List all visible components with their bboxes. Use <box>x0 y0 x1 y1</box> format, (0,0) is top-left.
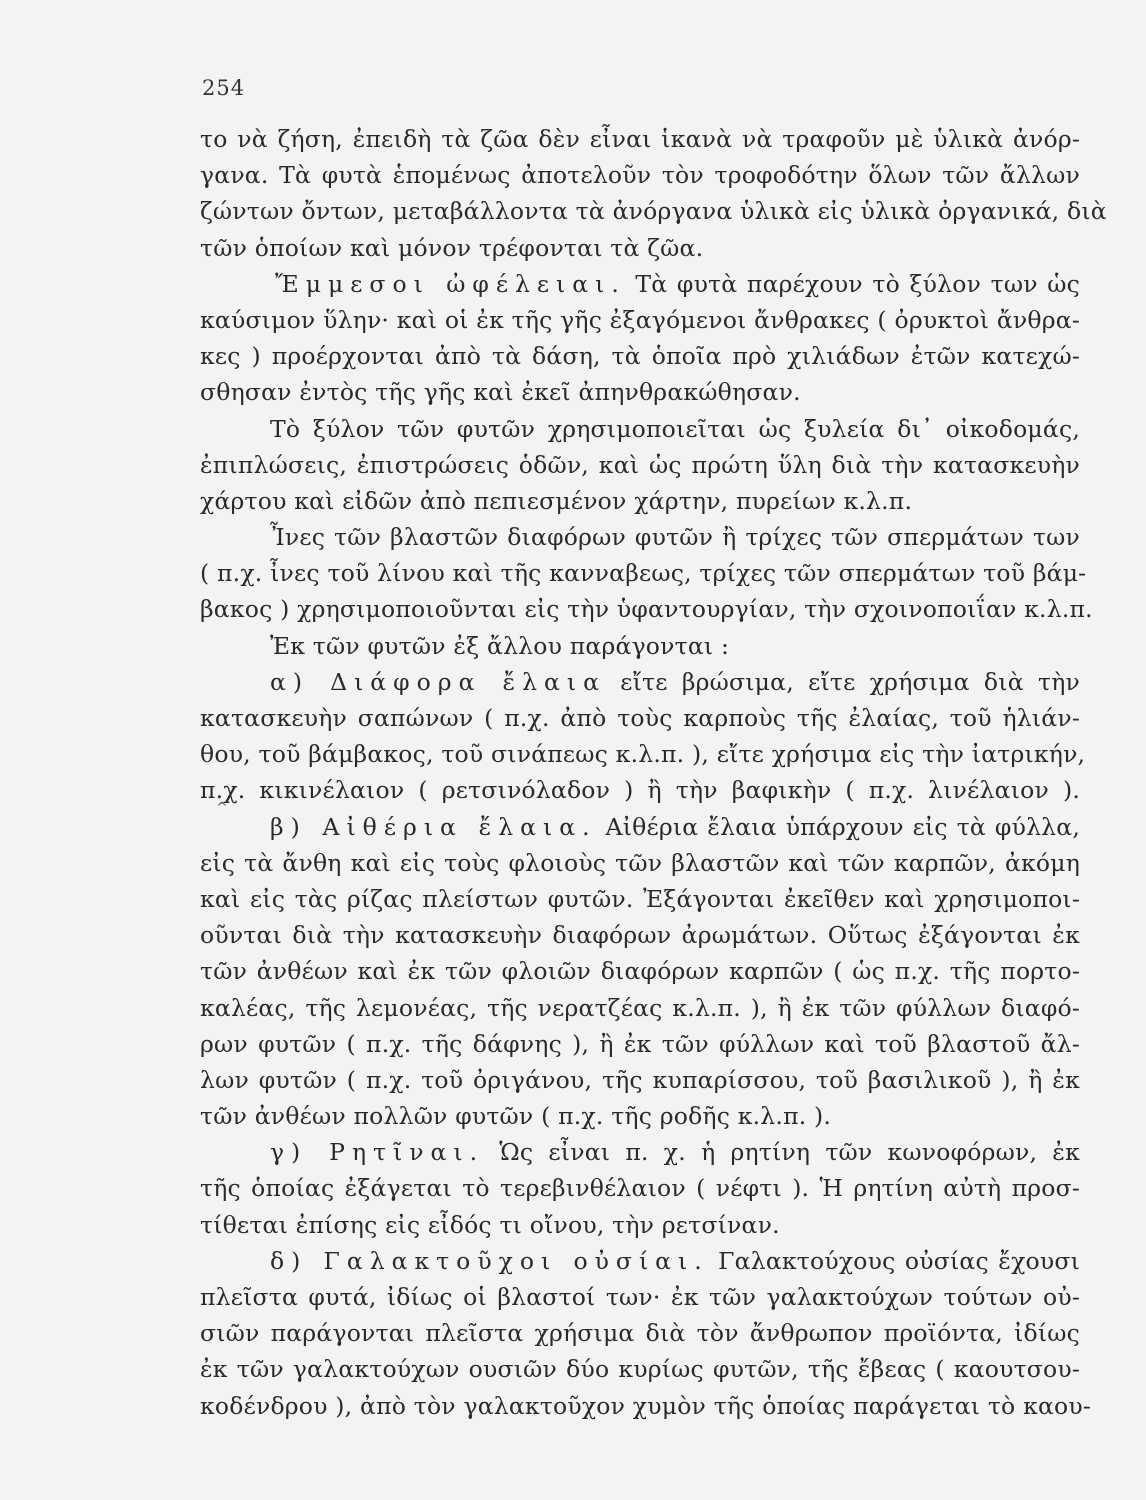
text-line <box>200 193 1107 229</box>
line-text: Γαλακτούχους οὐσίας ἔχουσι <box>708 1246 1081 1275</box>
line-text: καλέας, τῆς λεμονέας, τῆς νερατζέας κ.λ.π. ), ἢ ἐκ τῶν φύλλων διαφό- <box>200 993 1080 1022</box>
text-line <box>200 953 1080 989</box>
margin-mark: ^ <box>216 800 228 816</box>
text-line <box>200 230 1080 266</box>
text-line <box>200 266 1080 302</box>
text-line <box>200 881 1080 917</box>
line-text: καὶ εἰς τὰς ρίζας πλείστων φυτῶν. Ἐξάγονται ἐκεῖθεν καὶ χρησιμοποι- <box>200 884 1080 913</box>
text-line <box>200 1315 1080 1351</box>
text-line <box>200 157 1080 193</box>
text-line <box>200 990 1080 1026</box>
line-text: τῶν ἀνθέων πολλῶν φυτῶν ( π.χ. τῆς ροδῆς κ.λ.π. ). <box>200 1102 832 1131</box>
line-text: ἐπιπλώσεις, ἐπιστρώσεις ὁδῶν, καὶ ὡς πρώτη ὕλη διὰ τὴν κατασκευὴν <box>200 450 1080 479</box>
line-text: ἐκ τῶν γαλακτούχων ουσιῶν δύο κυρίως φυτῶν, τῆς ἔβεας ( καουτσου- <box>200 1355 1080 1384</box>
line-text: τῶν ὁποίων καὶ μόνον τρέφονται τὰ ζῶα. <box>200 233 704 262</box>
line-text: ζώντων ὄντων, μεταβάλλοντα τὰ ἀνόργανα ὑλικὰ εἰς ὑλικὰ ὀργανικά, διὰ <box>200 197 1107 226</box>
text-line <box>200 591 1093 627</box>
text-line <box>200 809 1080 845</box>
line-text: λων φυτῶν ( π.χ. τοῦ ὀριγάνου, τῆς κυπαρίσσου, τοῦ βασιλικοῦ ), ἢ ἐκ <box>200 1065 1080 1094</box>
line-text: Τὰ φυτὰ παρέχουν τὸ ξύλον των ὡς <box>625 269 1080 298</box>
line-text: κες ) προέρχονται ἀπὸ τὰ δάση, τὰ ὁποῖα πρὸ χιλιάδων ἐτῶν κατεχώ- <box>200 342 1080 371</box>
line-text: ( π.χ. ἶνες τοῦ λίνου καὶ τῆς κανναβεως, τρίχες τῶν σπερμάτων τοῦ βάμ- <box>200 559 1087 588</box>
text-line <box>200 1388 1091 1424</box>
text-line <box>200 1062 1080 1098</box>
text-line <box>200 411 1080 447</box>
line-text: σιῶν παράγονται πλεῖστα χρήσιμα διὰ τὸν ἄνθρωπον προϊόντα, ἰδίως <box>200 1319 1080 1348</box>
body-text <box>200 121 1107 1424</box>
spaced-heading: α) Διάφορα ἔλαια <box>270 667 606 696</box>
spaced-heading: γ) Ρητῖναι. <box>270 1138 485 1167</box>
text-line <box>200 121 1080 157</box>
text-line <box>200 1170 1080 1206</box>
line-text: καύσιμον ὕλην· καὶ οἱ ἐκ τῆς γῆς ἐξαγόμενοι ἄνθρακες ( ὀρυκτοὶ ἄνθρα- <box>200 305 1080 334</box>
text-line <box>200 772 1080 808</box>
line-text: εἰς τὰ ἄνθη καὶ εἰς τοὺς φλοιοὺς τῶν βλαστῶν καὶ τῶν καρπῶν, ἀκόμη <box>200 848 1080 877</box>
line-text: χάρτου καὶ εἰδῶν ἀπὸ πεπιεσμένον χάρτην, πυρείων κ.λ.π. <box>200 486 913 515</box>
spaced-heading: β) Αἰθέρια ἔλαια. <box>270 812 597 841</box>
line-text: σθησαν ἐντὸς τῆς γῆς καὶ ἐκεῖ ἀπηνθρακώθησαν. <box>200 378 801 407</box>
text-line <box>200 700 1080 736</box>
text-line <box>200 374 1080 410</box>
text-line <box>200 736 1086 772</box>
text-line <box>200 519 1080 555</box>
text-line <box>200 302 1080 338</box>
text-line <box>200 1098 1080 1134</box>
line-text: εἴτε βρώσιμα, εἴτε χρήσιμα διὰ τὴν <box>605 667 1080 696</box>
line-text: ρων φυτῶν ( π.χ. τῆς δάφνης ), ἢ ἐκ τῶν φύλλων καὶ τοῦ βλαστοῦ ἄλ- <box>200 1029 1080 1058</box>
text-line <box>200 917 1080 953</box>
spaced-heading: δ) Γαλακτοῦχοι οὐσίαι. <box>270 1246 709 1275</box>
line-text: κοδένδρου ), ἀπὸ τὸν γαλακτοῦχον χυμὸν τῆς ὁποίας παράγεται τὸ καου- <box>200 1391 1091 1420</box>
text-line <box>200 483 1080 519</box>
line-text: γανα. Τὰ φυτὰ ἑπομένως ἀποτελοῦν τὸν τροφοδότην ὅλων τῶν ἄλλων <box>200 161 1080 190</box>
text-line <box>200 1351 1080 1387</box>
text-line <box>200 1026 1080 1062</box>
spaced-heading: Ἔμμεσοι ὠφέλειαι. <box>275 269 626 298</box>
text-line <box>200 1207 1080 1243</box>
line-text: Τὸ ξύλον τῶν φυτῶν χρησιμοποιεῖται ὡς ξυλεία δι᾿ οἰκοδομάς, <box>270 414 1080 443</box>
text-line <box>200 447 1080 483</box>
line-text: βακος ) χρησιμοποιοῦνται εἰς τὴν ὑφαντουργίαν, τὴν σχοινοποιΐαν κ.λ.π. <box>200 595 1093 624</box>
line-text: οῦνται διὰ τὴν κατασκευὴν διαφόρων ἀρωμάτων. Οὕτως ἐξάγονται ἐκ <box>200 921 1080 950</box>
text-line <box>200 1243 1080 1279</box>
text-line <box>200 664 1080 700</box>
text-line <box>200 1279 1080 1315</box>
line-text: Ὡς εἶναι π. χ. ἡ ρητίνη τῶν κωνοφόρων, ἐκ <box>484 1138 1081 1167</box>
line-text: Ἶνες τῶν βλαστῶν διαφόρων φυτῶν ἢ τρίχες τῶν σπερμάτων των <box>270 523 1080 552</box>
line-text: πλεῖστα φυτά, ἰδίως οἱ βλαστοί των· ἐκ τῶν γαλακτούχων τούτων οὐ- <box>200 1283 1080 1311</box>
line-text: κατασκευὴν σαπώνων ( π.χ. ἀπὸ τοὺς καρποὺς τῆς ἐλαίας, τοῦ ἡλιάν- <box>200 704 1080 732</box>
line-text: τίθεται ἐπίσης εἰς εἶδός τι οἴνου, τὴν ρετσίναν. <box>200 1210 780 1239</box>
text-line <box>200 845 1080 881</box>
text-line <box>200 338 1080 374</box>
line-text: π.χ. κικινέλαιον ( ρετσινόλαδον ) ἢ τὴν βαφικὴν ( π.χ. λινέλαιον ). <box>200 776 1080 805</box>
line-text: Αἰθέρια ἔλαια ὑπάρχουν εἰς τὰ φύλλα, <box>596 812 1081 841</box>
line-text: θου, τοῦ βάμβακος, τοῦ σινάπεως κ.λ.π. ), εἴτε χρήσιμα εἰς τὴν ἰατρικήν, <box>200 740 1086 769</box>
line-text: τῆς ὁποίας ἐξάγεται τὸ τερεβινθέλαιον ( νέφτι ). Ἡ ρητίνη αὐτὴ προσ- <box>200 1174 1080 1203</box>
line-text: το νὰ ζήση, ἐπειδὴ τὰ ζῶα δὲν εἶναι ἱκανὰ νὰ τραφοῦν μὲ ὑλικὰ ἀνόρ- <box>200 125 1080 153</box>
line-text: τῶν ἀνθέων καὶ ἐκ τῶν φλοιῶν διαφόρων καρπῶν ( ὡς π.χ. τῆς πορτο- <box>200 957 1080 986</box>
text-line <box>200 555 1087 591</box>
text-line <box>200 628 1080 664</box>
line-text: Ἐκ τῶν φυτῶν ἐξ ἄλλου παράγονται : <box>270 631 730 660</box>
text-line <box>200 1134 1080 1170</box>
page-number: 254 <box>202 76 246 100</box>
